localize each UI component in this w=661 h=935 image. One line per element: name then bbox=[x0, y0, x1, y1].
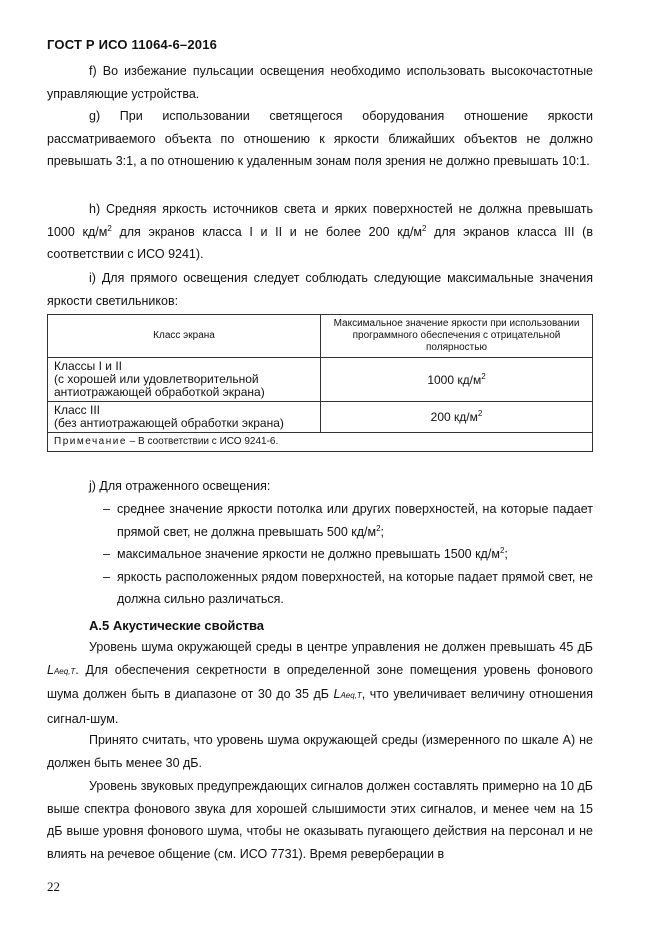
paragraph-h bbox=[47, 198, 593, 266]
row-line: (с хорошей или удовлетворительной bbox=[54, 372, 259, 386]
table-cell-class bbox=[48, 358, 321, 402]
dash-marker: – bbox=[103, 502, 110, 516]
dash-marker: – bbox=[103, 569, 110, 584]
table-cell-value bbox=[321, 402, 593, 433]
table-cell-class bbox=[48, 402, 321, 433]
superscript-2: 2 bbox=[376, 523, 381, 533]
superscript-2: 2 bbox=[422, 223, 427, 233]
table-note bbox=[48, 433, 593, 452]
table-row bbox=[48, 358, 593, 402]
row-line: антиотражающей обработкой экрана) bbox=[54, 385, 265, 399]
paragraph-acoustic-3: Уровень звуковых предупреждающих сигналов должен составлять примерно на 10 дБ выше спектра фонового звука для хорошей слышимости этих сигналов, и менее чем на 15 дБ выше уровня фонового шума, чтобы не оказывать пугающего действия на персонал и не влиять на речевое общение (см. ИСО 7731). Время реверберации в bbox=[47, 779, 593, 861]
paragraph-i: i) Для прямого освещения следует соблюдать следующие максимальные значения яркости светильников: bbox=[47, 271, 593, 308]
table-header-screen-class: Класс экрана bbox=[48, 315, 321, 358]
bullet-text-end: ; bbox=[380, 524, 385, 539]
bullet-text: среднее значение яркости потолка или других поверхностей, на которые падает прямой свет, не должна превышать 500 кд/м bbox=[117, 502, 593, 539]
dash-marker: – bbox=[103, 547, 110, 561]
paragraph-f: f) Во избежание пульсации освещения необходимо использовать высокочастотные управляющие устройства. bbox=[47, 64, 593, 101]
superscript-2: 2 bbox=[499, 545, 505, 555]
list-item bbox=[47, 566, 593, 611]
paragraph-h-text-2: для экранов класса I и II и не более 200 кд/м bbox=[111, 224, 423, 239]
text: Уровень шума окружающей среды в центре управления не должен превышать 45 дБ bbox=[89, 640, 593, 654]
table-cell-value bbox=[321, 358, 593, 402]
paragraph-j: j) Для отраженного освещения: bbox=[89, 479, 271, 493]
paragraph-acoustic-2: Принято считать, что уровень шума окружающей среды (измеренного по шкале А) не должен быть менее 30 дБ. bbox=[47, 733, 593, 770]
row-line: Класс III bbox=[54, 403, 101, 417]
table-header-row bbox=[48, 315, 593, 358]
paragraph-acoustic-1 bbox=[47, 636, 593, 730]
list-item bbox=[47, 543, 593, 566]
value-text: 200 кд/м bbox=[430, 410, 478, 424]
luminance-table bbox=[47, 314, 593, 452]
row-line: (без антиотражающей обработки экрана) bbox=[54, 416, 284, 430]
bullet-text-end: ; bbox=[504, 547, 508, 561]
laeq-symbol: LAeq,T bbox=[47, 662, 76, 677]
text: , что увеличивает величину отношения сигнал-шум. bbox=[47, 687, 594, 726]
bullet-text: яркость расположенных рядом поверхностей, на которые падает прямой свет, не должна сильно различаться. bbox=[117, 569, 593, 606]
value-text: 1000 кд/м bbox=[427, 372, 482, 387]
paragraph-g: g) При использовании светящегося оборудования отношение яркости рассматриваемого объекта по отношению к яркости ближайших объектов не должно превышать 3:1, а по отношению к удаленным зонам поля зрения не должно превышать 10:1. bbox=[47, 109, 593, 168]
superscript-2: 2 bbox=[477, 409, 483, 418]
table-header-max-luminance: Максимальное значение яркости при использовании программного обеспечения с отрицательной полярностью bbox=[321, 315, 593, 358]
list-item bbox=[47, 498, 593, 543]
superscript-2: 2 bbox=[481, 371, 486, 381]
paragraph-h-text-1: h) Средняя яркость источников света и ярких поверхностей не должна превышать 1000 кд/м bbox=[47, 202, 593, 239]
section-title: А.5 Акустические свойства bbox=[89, 618, 265, 633]
table-row bbox=[48, 402, 593, 433]
bullet-list bbox=[47, 498, 593, 611]
table-note-row bbox=[48, 433, 593, 452]
note-label: Примечание bbox=[54, 436, 127, 447]
document-header: ГОСТ Р ИСО 11064-6–2016 bbox=[47, 37, 218, 52]
bullet-text: максимальное значение яркости не должно превышать 1500 кд/м bbox=[117, 547, 500, 561]
paragraph-h-text-3: для экранов класса III (в соответствии с ИСО 9241). bbox=[47, 224, 593, 261]
text: . Для обеспечения секретности в определенной зоне помещения уровень фонового шума должен быть в диапазоне от 30 до 35 дБ bbox=[47, 662, 593, 701]
laeq-symbol: LAeq,T bbox=[333, 687, 362, 701]
note-text: – В соответствии с ИСО 9241-6. bbox=[126, 436, 279, 447]
row-line: Классы I и II bbox=[54, 359, 122, 373]
superscript-2: 2 bbox=[107, 223, 112, 233]
page-number: 22 bbox=[47, 879, 60, 894]
